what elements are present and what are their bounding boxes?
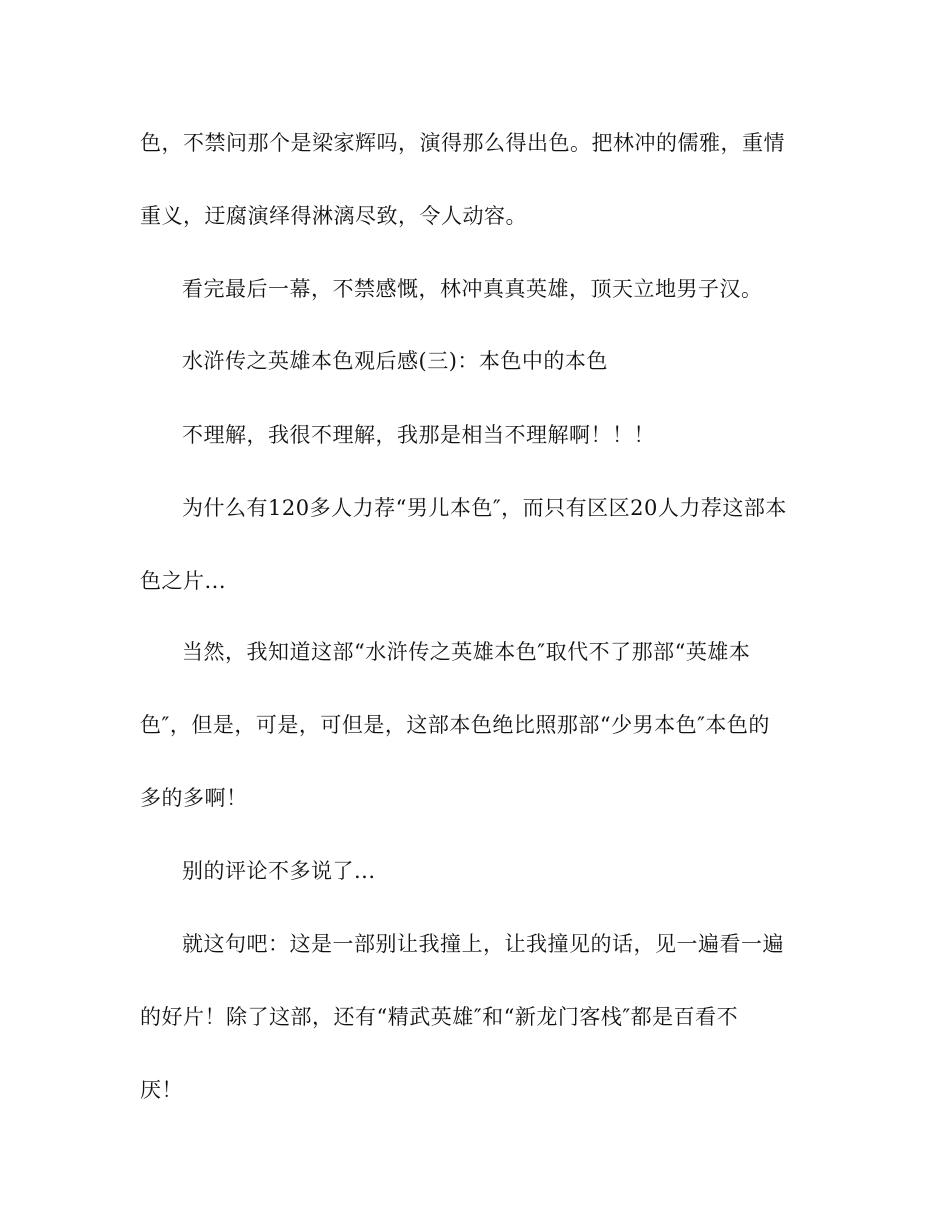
text-line: 多的多啊！: [140, 786, 248, 810]
section-heading: 水浒传之英雄本色观后感(三)：本色中的本色: [182, 349, 608, 373]
paragraph-line: 看完最后一幕，不禁感慨，林冲真真英雄，顶天立地男子汉。: [182, 277, 763, 301]
paragraph-line: 别的评论不多说了...: [182, 859, 376, 883]
paragraph-line: 当然，我知道这部“水浒传之英雄本色″取代不了那部“英雄本: [182, 640, 751, 664]
paragraph-line: 就这句吧：这是一部别让我撞上，让我撞见的话，见一遍看一遍: [182, 932, 784, 956]
text-line: 的好片！除了这部，还有“精武英雄″和“新龙门客栈″都是百看不: [140, 1005, 739, 1029]
paragraph-line: 不理解，我很不理解，我那是相当不理解啊！！！: [182, 423, 655, 447]
text-line: 厌！: [140, 1078, 183, 1102]
paragraph-line: 为什么有120多人力荐“男儿本色″，而只有区区20人力荐这部本: [182, 496, 787, 520]
text-line: 色″，但是，可是，可但是，这部本色绝比照那部“少男本色″本色的: [140, 713, 770, 737]
text-line: 色，不禁问那个是梁家辉吗，演得那么得出色。把林冲的儒雅，重情: [140, 131, 785, 155]
text-line: 色之片...: [140, 569, 227, 593]
text-line: 重义，迂腐演绎得淋漓尽致，令人动容。: [140, 204, 527, 228]
